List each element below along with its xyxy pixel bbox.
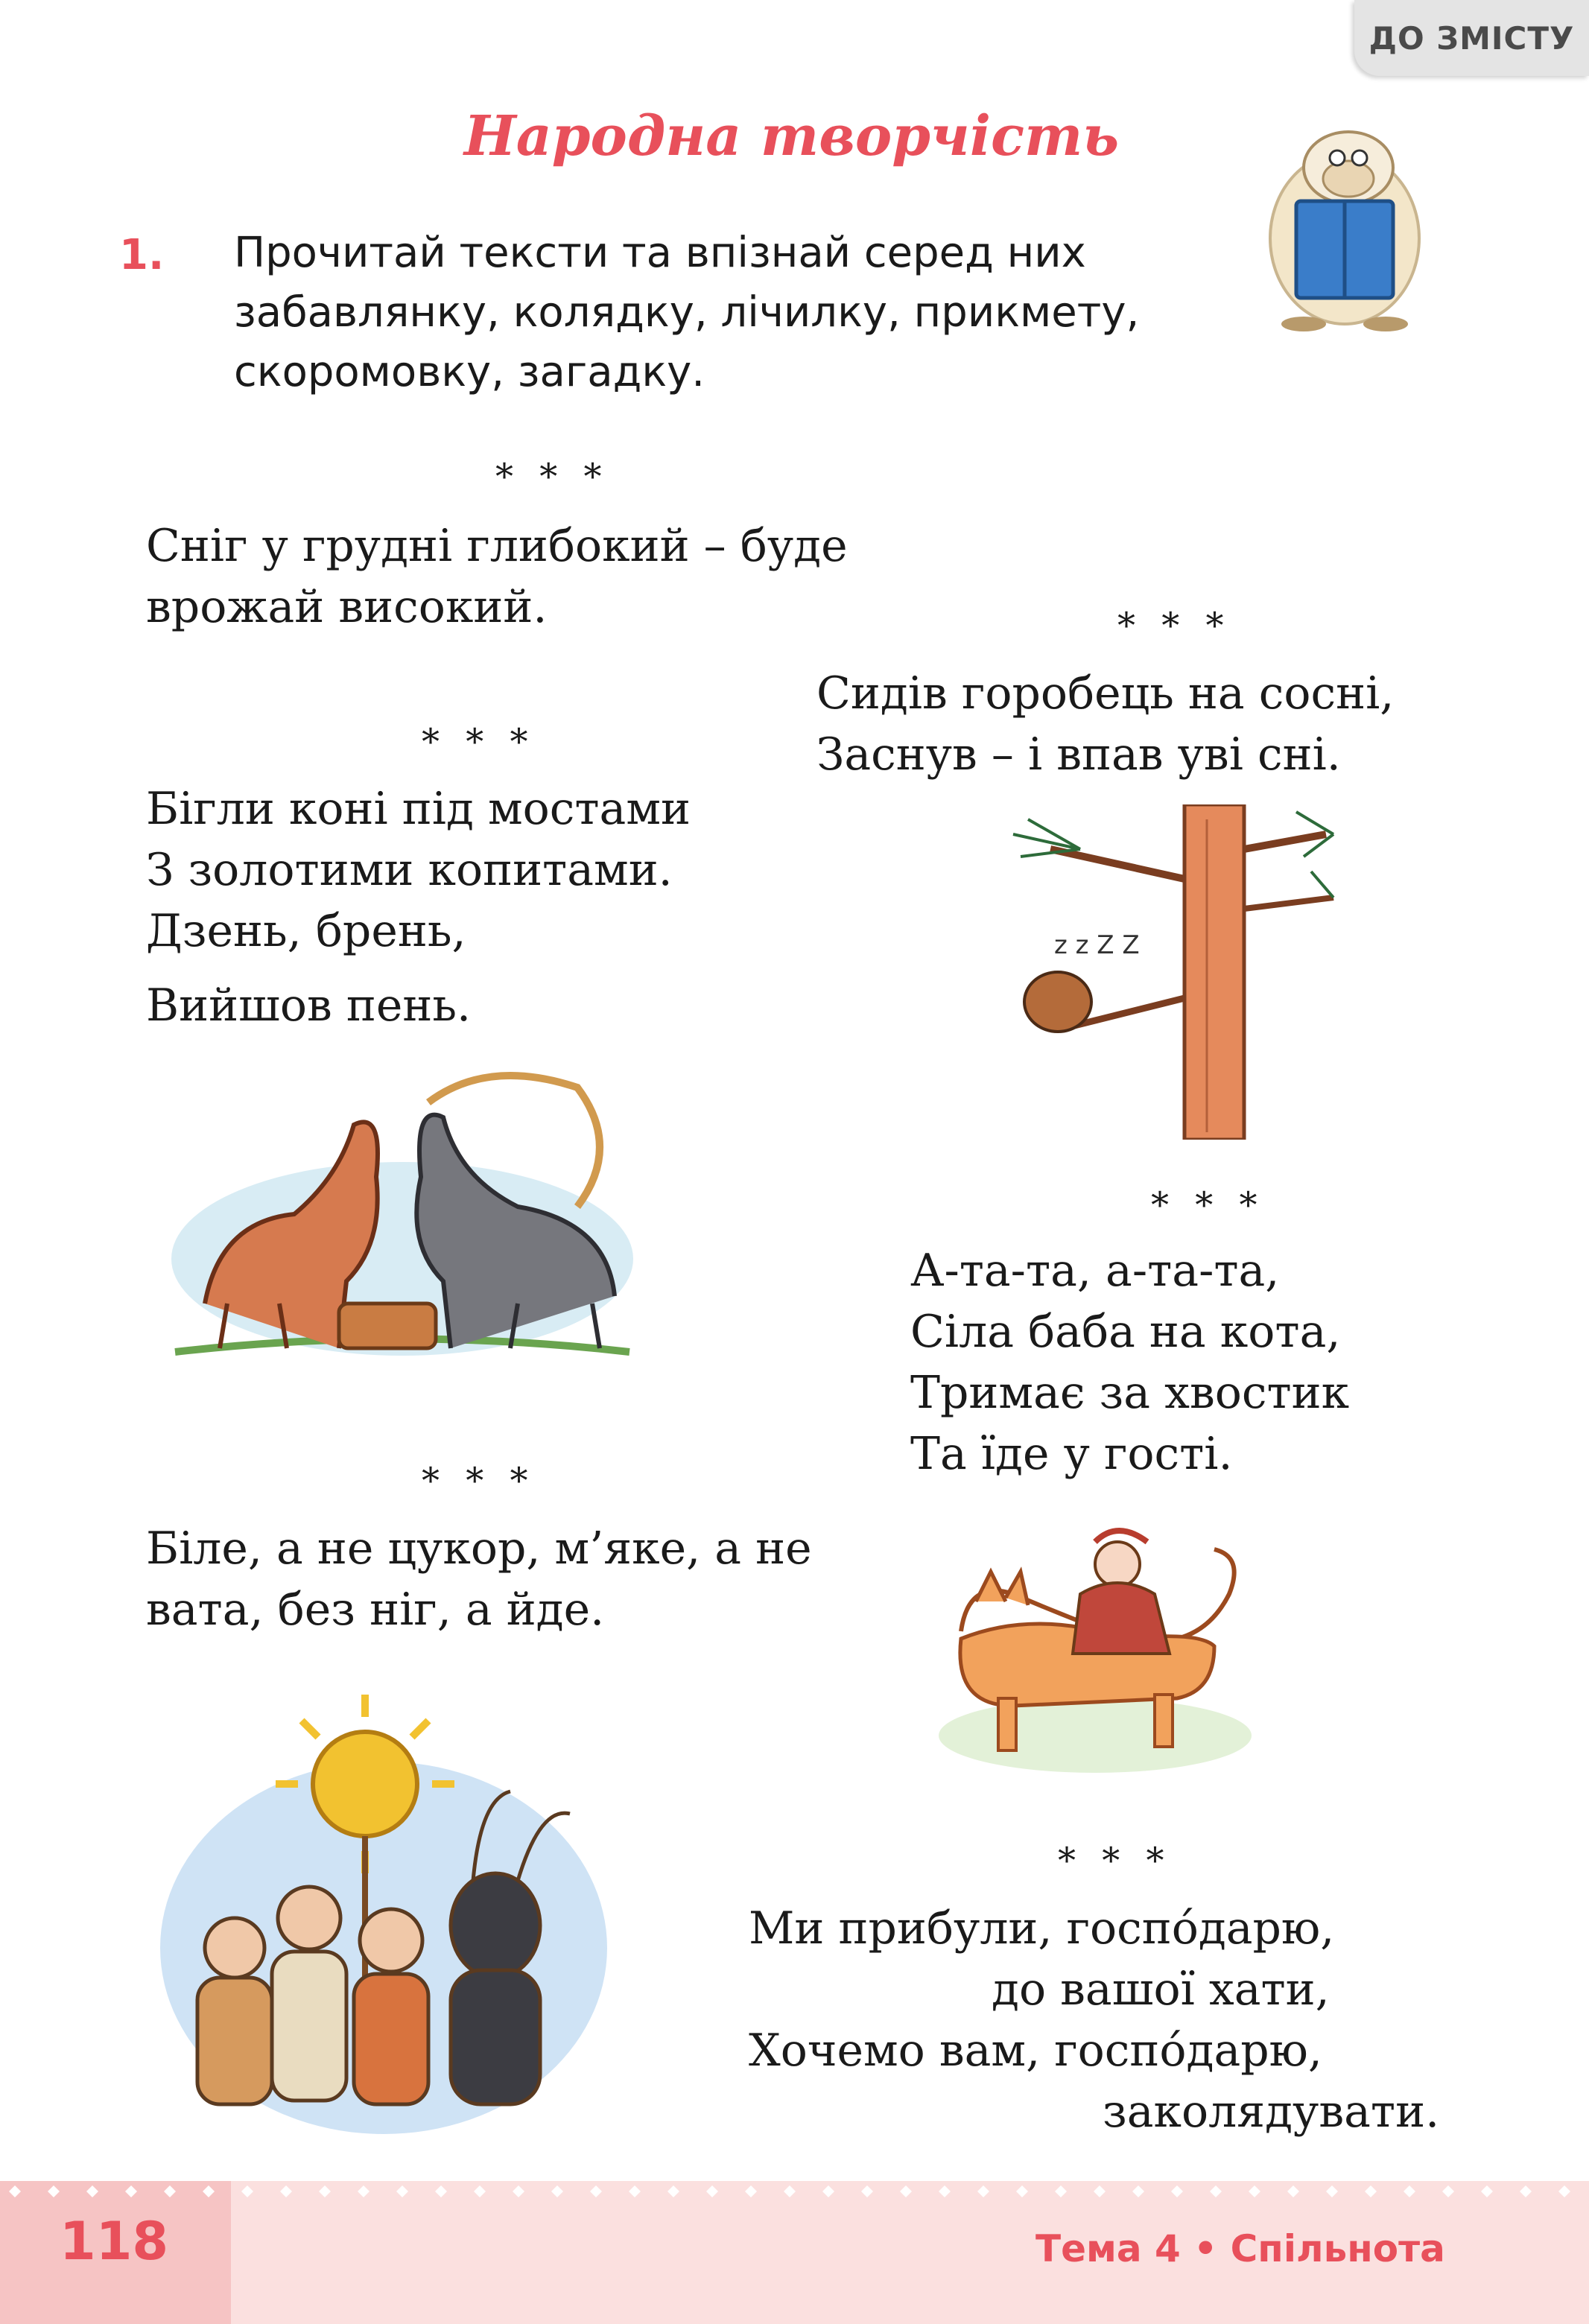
poem-line: Ми прибули, госпóдарю, xyxy=(749,1902,1335,1955)
ornament-diamond xyxy=(1326,2185,1338,2197)
ornament-diamond xyxy=(513,2185,524,2197)
ornament-diamond xyxy=(86,2185,98,2197)
ornament-diamond xyxy=(1094,2185,1106,2197)
ornament-diamond xyxy=(164,2185,176,2197)
ornament-diamond xyxy=(1210,2185,1222,2197)
poem-horses xyxy=(146,778,691,1036)
poem-line: Дзень, брень, xyxy=(146,905,466,957)
ornament-diamond xyxy=(977,2185,989,2197)
toc-tab-label: ДО ЗМІСТУ xyxy=(1368,19,1575,57)
ornament-diamond xyxy=(9,2185,21,2197)
ornament-diamond xyxy=(745,2185,757,2197)
ornament-diamond xyxy=(551,2185,563,2197)
ornament-diamond xyxy=(280,2185,292,2197)
poem-line: Сидів горобець на сосні, xyxy=(816,667,1395,720)
sheep-reading-illustration xyxy=(1259,112,1430,335)
ornament-diamond xyxy=(125,2185,137,2197)
ornament-diamond xyxy=(1365,2185,1377,2197)
ornament-diamond xyxy=(241,2185,253,2197)
ornament-diamond xyxy=(861,2185,873,2197)
poem-line: З золотими копитами. xyxy=(146,844,673,896)
separator-stars: * * * xyxy=(1058,1840,1172,1882)
ornament-diamond xyxy=(590,2185,602,2197)
ornament-diamond xyxy=(1287,2185,1299,2197)
ornament-diamond xyxy=(1171,2185,1183,2197)
ornament-diamond xyxy=(629,2185,641,2197)
separator-stars: * * * xyxy=(495,456,609,498)
poem-line: Та їде у гості. xyxy=(910,1428,1233,1480)
ornament-diamond xyxy=(1055,2185,1067,2197)
poem-line: А-та-та, а-та-та, xyxy=(910,1245,1280,1297)
sparrow-on-pine-illustration xyxy=(983,804,1341,1140)
grandma-riding-cat-illustration xyxy=(931,1512,1259,1780)
toc-tab-button[interactable] xyxy=(1354,0,1589,76)
poem-sparrow xyxy=(816,663,1394,785)
ornament-diamond xyxy=(358,2185,370,2197)
task-number: 1. xyxy=(119,231,165,279)
ornament-diamond xyxy=(474,2185,486,2197)
ornament-diamond xyxy=(1520,2185,1532,2197)
task-line: забавлянку, колядку, лічилку, прикмету, xyxy=(234,288,1140,337)
page-title-text: Народна творчість xyxy=(463,104,1120,168)
ornament-diamond xyxy=(1404,2185,1415,2197)
section-theme: Тема 4 • Спільнота xyxy=(1035,2227,1445,2270)
task-line: скоромовку, загадку. xyxy=(234,348,705,396)
separator-stars: * * * xyxy=(422,1460,536,1502)
poem-line: врожай високий. xyxy=(146,581,548,633)
poem-snow xyxy=(146,515,848,638)
poem-riddle xyxy=(146,1518,812,1640)
poem-line: Тримає за хвостик xyxy=(910,1367,1350,1419)
poem-carol xyxy=(749,1898,1439,2142)
ornament-diamond xyxy=(319,2185,331,2197)
separator-stars: * * * xyxy=(1117,605,1231,647)
poem-line: вата, без ніг, а йде. xyxy=(146,1584,605,1636)
ornament-diamond xyxy=(1442,2185,1454,2197)
separator-stars: * * * xyxy=(1151,1184,1265,1226)
poem-line: Заснув – і впав уві сні. xyxy=(816,728,1341,781)
poem-line: Бігли коні під мостами xyxy=(146,783,691,835)
ornament-diamond xyxy=(1249,2185,1260,2197)
ornament-diamond xyxy=(900,2185,912,2197)
svg-text:z z Z Z: z z Z Z xyxy=(1054,930,1140,960)
separator-stars: * * * xyxy=(422,721,536,763)
ornament-diamond xyxy=(48,2185,60,2197)
task-instruction xyxy=(234,223,1202,402)
poem-line: заколядувати. xyxy=(1103,2086,1440,2138)
poem-cat xyxy=(910,1240,1349,1485)
horses-illustration xyxy=(160,1058,644,1371)
ornament-diamond xyxy=(667,2185,679,2197)
ornament-diamond xyxy=(706,2185,718,2197)
poem-line: Сіла баба на кота, xyxy=(910,1306,1341,1358)
ornament-diamond xyxy=(1016,2185,1028,2197)
poem-line: до вашої хати, xyxy=(992,1963,1330,2016)
ornament-diamond xyxy=(822,2185,834,2197)
ornament-diamond xyxy=(1558,2185,1570,2197)
ornament-diamond xyxy=(1481,2185,1493,2197)
ornament-diamond xyxy=(396,2185,408,2197)
ornament-diamond xyxy=(1132,2185,1144,2197)
page-number: 118 xyxy=(60,2211,169,2272)
ornament-diamond xyxy=(784,2185,796,2197)
ornament-diamond xyxy=(203,2185,215,2197)
ornament-border xyxy=(0,2181,1589,2202)
ornament-diamond xyxy=(939,2185,951,2197)
task-line: Прочитай тексти та впізнай серед них xyxy=(234,229,1086,277)
carolers-illustration xyxy=(153,1695,615,2142)
poem-line: Хочемо вам, госпóдарю, xyxy=(749,2025,1322,2077)
poem-line: Біле, а не цукор, м’яке, а не xyxy=(146,1523,812,1575)
poem-line: Сніг у грудні глибокий – буде xyxy=(146,520,848,572)
ornament-diamond xyxy=(435,2185,447,2197)
poem-line: Вийшов пень. xyxy=(146,980,472,1032)
